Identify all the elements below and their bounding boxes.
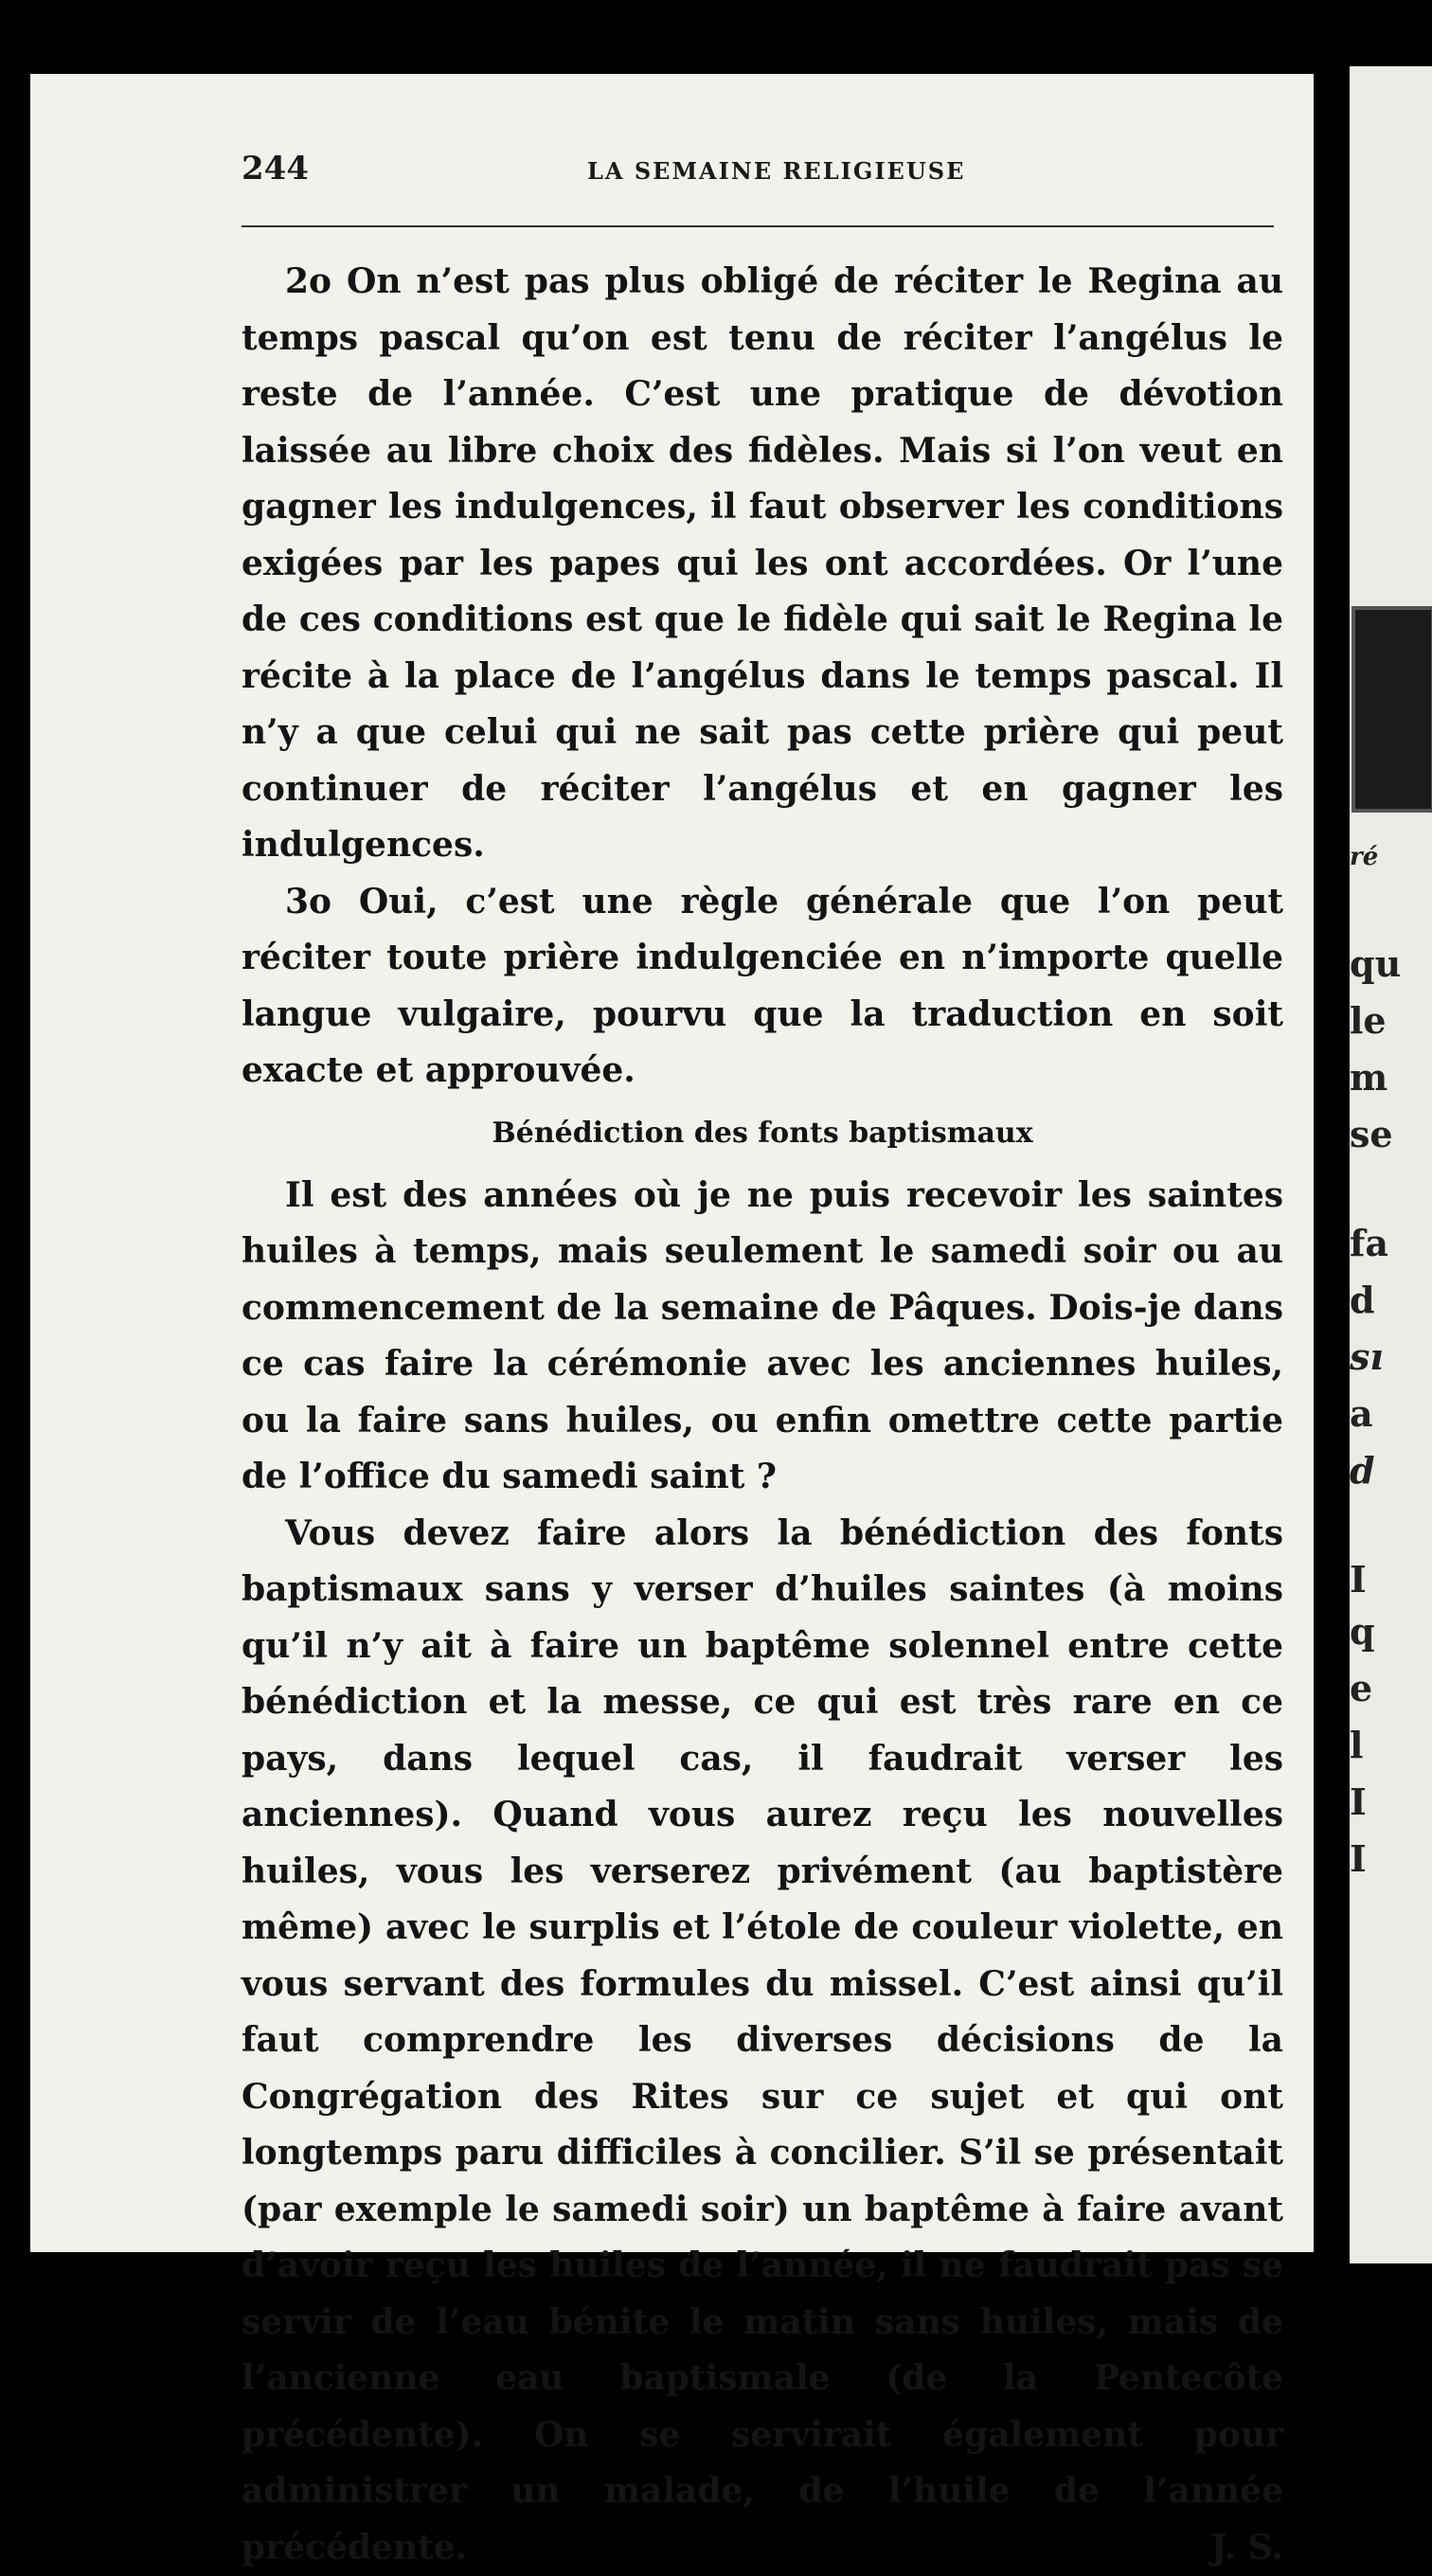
adjacent-fragment: se: [1350, 1113, 1393, 1155]
page-header: [242, 150, 1274, 206]
paragraph: 3o Oui, c’est une règle générale que l’on peut réciter toute prière indulgenciée en n’importe quelle langue vulgaire, pourvu que la traduction en soit exacte et approuvée.: [242, 874, 1283, 1100]
paragraph: [242, 1506, 1283, 2576]
adjacent-fragment: m: [1350, 1056, 1387, 1099]
article-body: [242, 254, 1283, 2576]
adjacent-fragment: ré: [1350, 843, 1378, 871]
adjacent-fragment: q: [1350, 1610, 1375, 1653]
adjacent-fragment: le: [1350, 999, 1387, 1042]
page-number: 244: [242, 150, 309, 188]
adjacent-page-edge: [1350, 66, 1432, 2263]
running-title: LA SEMAINE RELIGIEUSE: [587, 157, 965, 185]
adjacent-fragment: d: [1350, 1279, 1375, 1321]
paragraph: 2o On n’est pas plus obligé de réciter le Regina au temps pascal qu’on est tenu de réciter l’angélus le reste de l’année. C’est une pratique de dévotion laissée au libre choix des fidèles. Mais si l’on veut en gagner les indulgences, il faut observer les conditions exigées par les papes qui les ont accordées. Or l’une de ces conditions est que le fidèle qui sait le Regina le récite à la place de l’angélus dans le temps pascal. Il n’y a que celui qui ne sait pas cette prière qui peut continuer de réciter l’angélus et en gagner les indulgences.: [242, 254, 1283, 874]
adjacent-fragment: l: [1350, 1724, 1363, 1766]
adjacent-fragment: sı: [1350, 1335, 1384, 1378]
paragraph: Il est des années où je ne puis recevoir les saintes huiles à temps, mais seulement le samedi soir ou au commencement de la semaine de Pâques. Dois-je dans ce cas faire la cérémonie avec les anciennes huiles, ou la faire sans huiles, ou enfin omettre cette partie de l’office du samedi saint ?: [242, 1168, 1283, 1506]
adjacent-fragment: e: [1350, 1667, 1372, 1709]
ornament-initial: [1351, 606, 1432, 813]
adjacent-fragment: qu: [1350, 942, 1401, 985]
paragraph-text: Vous devez faire alors la bénédiction des fonts baptismaux sans y verser d’huiles saintes (à moins qu’il n’y ait à faire un baptême solennel entre cette bénédiction et la messe, ce qui est très rare en ce pays, dans lequel cas, il faudrait verser les anciennes). Quand vous aurez reçu les nouvelles huiles, vous les verserez privément (au baptistère même) avec le surplis et l’étole de couleur violette, en vous servant des formules du missel. C’est ainsi qu’il faut comprendre les diverses décisions de la Congrégation des Rites sur ce sujet et qui ont longtemps paru difficiles à concilier. S’il se présentait (par exemple le samedi soir) un baptême à faire avant d’avoir reçu les huiles de l’année, il ne faudrait pas se servir de l’eau bénite le matin sans huiles, mais de l’ancienne eau baptismale (de la Pentecôte précédente). On se servirait également pour administrer un malade, de l’huile de l’année précédente.: [242, 1513, 1283, 2567]
header-rule: [242, 225, 1274, 227]
adjacent-fragment: d: [1350, 1449, 1375, 1492]
adjacent-fragment: I: [1350, 1837, 1367, 1880]
adjacent-fragment: I: [1350, 1780, 1367, 1823]
section-heading: Bénédiction des fonts baptismaux: [242, 1100, 1283, 1168]
adjacent-fragment: a: [1350, 1392, 1373, 1435]
adjacent-fragment: I: [1350, 1558, 1367, 1601]
signature: J. S.: [1167, 2520, 1283, 2576]
adjacent-fragment: fa: [1350, 1222, 1388, 1264]
